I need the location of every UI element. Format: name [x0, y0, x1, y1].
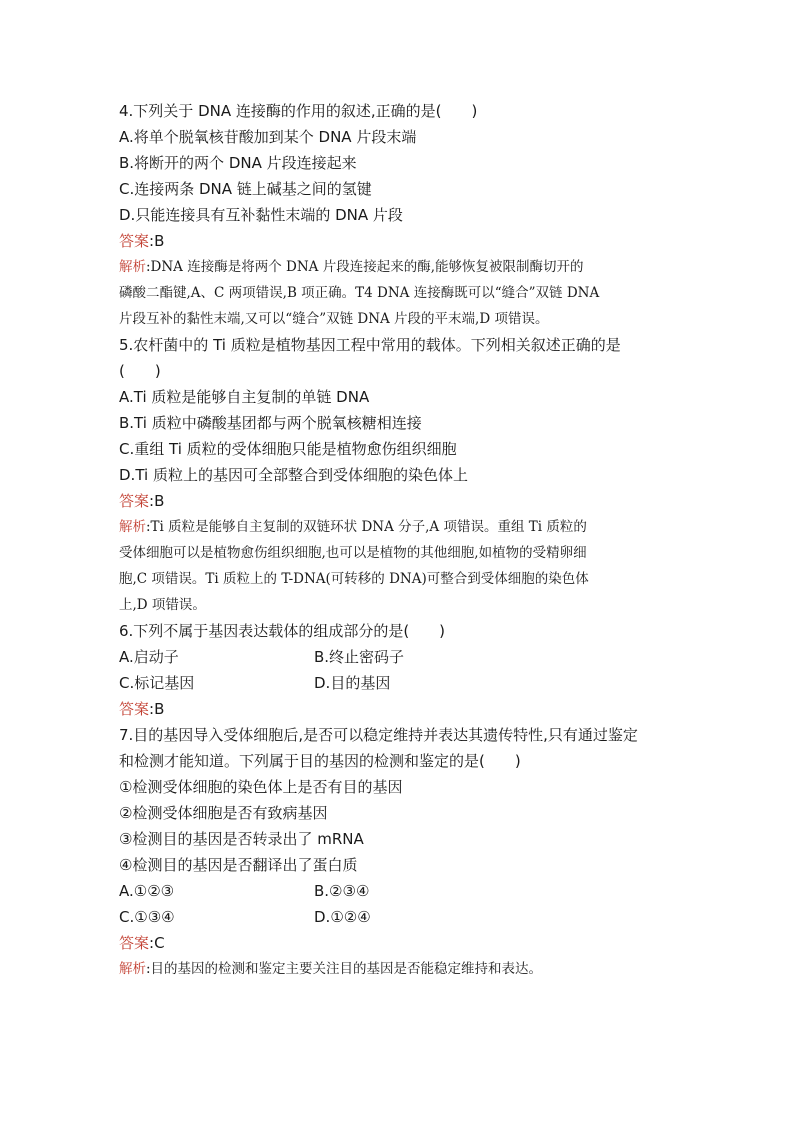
answer-line: [119, 930, 679, 956]
question-5: [119, 332, 679, 618]
analysis-label: 解析: [119, 519, 146, 535]
document-page: [119, 98, 679, 982]
options-row: [119, 670, 679, 696]
answer-line: [119, 228, 679, 254]
option-d: D.目的基因: [314, 674, 391, 692]
answer-label: 答案: [119, 232, 150, 250]
analysis-label: 解析: [119, 259, 146, 275]
answer-label: 答案: [119, 934, 150, 952]
options-row: [119, 904, 679, 930]
option-a: A.①②③: [119, 882, 175, 900]
analysis-text: 片段互补的黏性末端,又可以“缝合”双链 DNA 片段的平末端,D 项错误。: [119, 311, 549, 327]
option-c: C.标记基因: [119, 674, 195, 692]
question-stem: 4.下列关于 DNA 连接酶的作用的叙述,正确的是( ): [119, 102, 478, 120]
answer-label: 答案: [119, 700, 150, 718]
option-b: B.终止密码子: [314, 648, 405, 666]
question-stem: 6.下列不属于基因表达载体的组成部分的是( ): [119, 622, 446, 640]
statement-3: ③检测目的基因是否转录出了 mRNA: [119, 830, 364, 848]
option-d: D.①②④: [314, 908, 371, 926]
options-row: [119, 644, 679, 670]
answer-value: :B: [149, 232, 165, 250]
answer-line: [119, 696, 679, 722]
option-a: A.启动子: [119, 648, 179, 666]
statement-2: ②检测受体细胞是否有致病基因: [119, 804, 328, 822]
option-b: B.将断开的两个 DNA 片段连接起来: [119, 154, 357, 172]
analysis-text: 磷酸二酯键,A、C 两项错误,B 项正确。T4 DNA 连接酶既可以“缝合”双链 DNA: [119, 285, 600, 301]
analysis-label: 解析: [119, 961, 146, 977]
analysis-text: 上,D 项错误。: [119, 597, 206, 613]
statement-4: ④检测目的基因是否翻译出了蛋白质: [119, 856, 358, 874]
analysis-line: [119, 254, 679, 280]
analysis-line: [119, 514, 679, 540]
question-6: [119, 618, 679, 722]
analysis-text: :DNA 连接酶是将两个 DNA 片段连接起来的酶,能够恢复被限制酶切开的: [146, 259, 584, 275]
statement-1: ①检测受体细胞的染色体上是否有目的基因: [119, 778, 403, 796]
options-row: [119, 878, 679, 904]
option-d: D.Ti 质粒上的基因可全部整合到受体细胞的染色体上: [119, 466, 468, 484]
option-c: C.连接两条 DNA 链上碱基之间的氢键: [119, 180, 372, 198]
question-stem-bracket: ( ): [119, 362, 161, 380]
option-d: D.只能连接具有互补黏性末端的 DNA 片段: [119, 206, 403, 224]
option-a: A.Ti 质粒是能够自主复制的单链 DNA: [119, 388, 370, 406]
question-4: [119, 98, 679, 332]
question-7: [119, 722, 679, 982]
analysis-text: 受体细胞可以是植物愈伤组织细胞,也可以是植物的其他细胞,如植物的受精卵细: [119, 545, 587, 561]
analysis-text: :Ti 质粒是能够自主复制的双链环状 DNA 分子,A 项错误。重组 Ti 质粒的: [146, 519, 587, 535]
answer-line: [119, 488, 679, 514]
option-c: C.重组 Ti 质粒的受体细胞只能是植物愈伤组织细胞: [119, 440, 457, 458]
question-stem: 5.农杆菌中的 Ti 质粒是植物基因工程中常用的载体。下列相关叙述正确的是: [119, 336, 621, 354]
option-b: B.②③④: [314, 882, 370, 900]
analysis-line: [119, 956, 679, 982]
option-a: A.将单个脱氧核苷酸加到某个 DNA 片段末端: [119, 128, 417, 146]
answer-value: :B: [149, 492, 165, 510]
answer-value: :B: [149, 700, 165, 718]
option-b: B.Ti 质粒中磷酸基团都与两个脱氧核糖相连接: [119, 414, 422, 432]
analysis-text: 胞,C 项错误。Ti 质粒上的 T-DNA(可转移的 DNA)可整合到受体细胞的染色体: [119, 571, 589, 587]
answer-label: 答案: [119, 492, 150, 510]
analysis-text: :目的基因的检测和鉴定主要关注目的基因是否能稳定维持和表达。: [146, 961, 543, 977]
option-c: C.①③④: [119, 908, 175, 926]
question-stem: 7.目的基因导入受体细胞后,是否可以稳定维持并表达其遗传特性,只有通过鉴定: [119, 726, 638, 744]
answer-value: :C: [149, 934, 165, 952]
question-stem: 和检测才能知道。下列属于目的基因的检测和鉴定的是( ): [119, 752, 521, 770]
